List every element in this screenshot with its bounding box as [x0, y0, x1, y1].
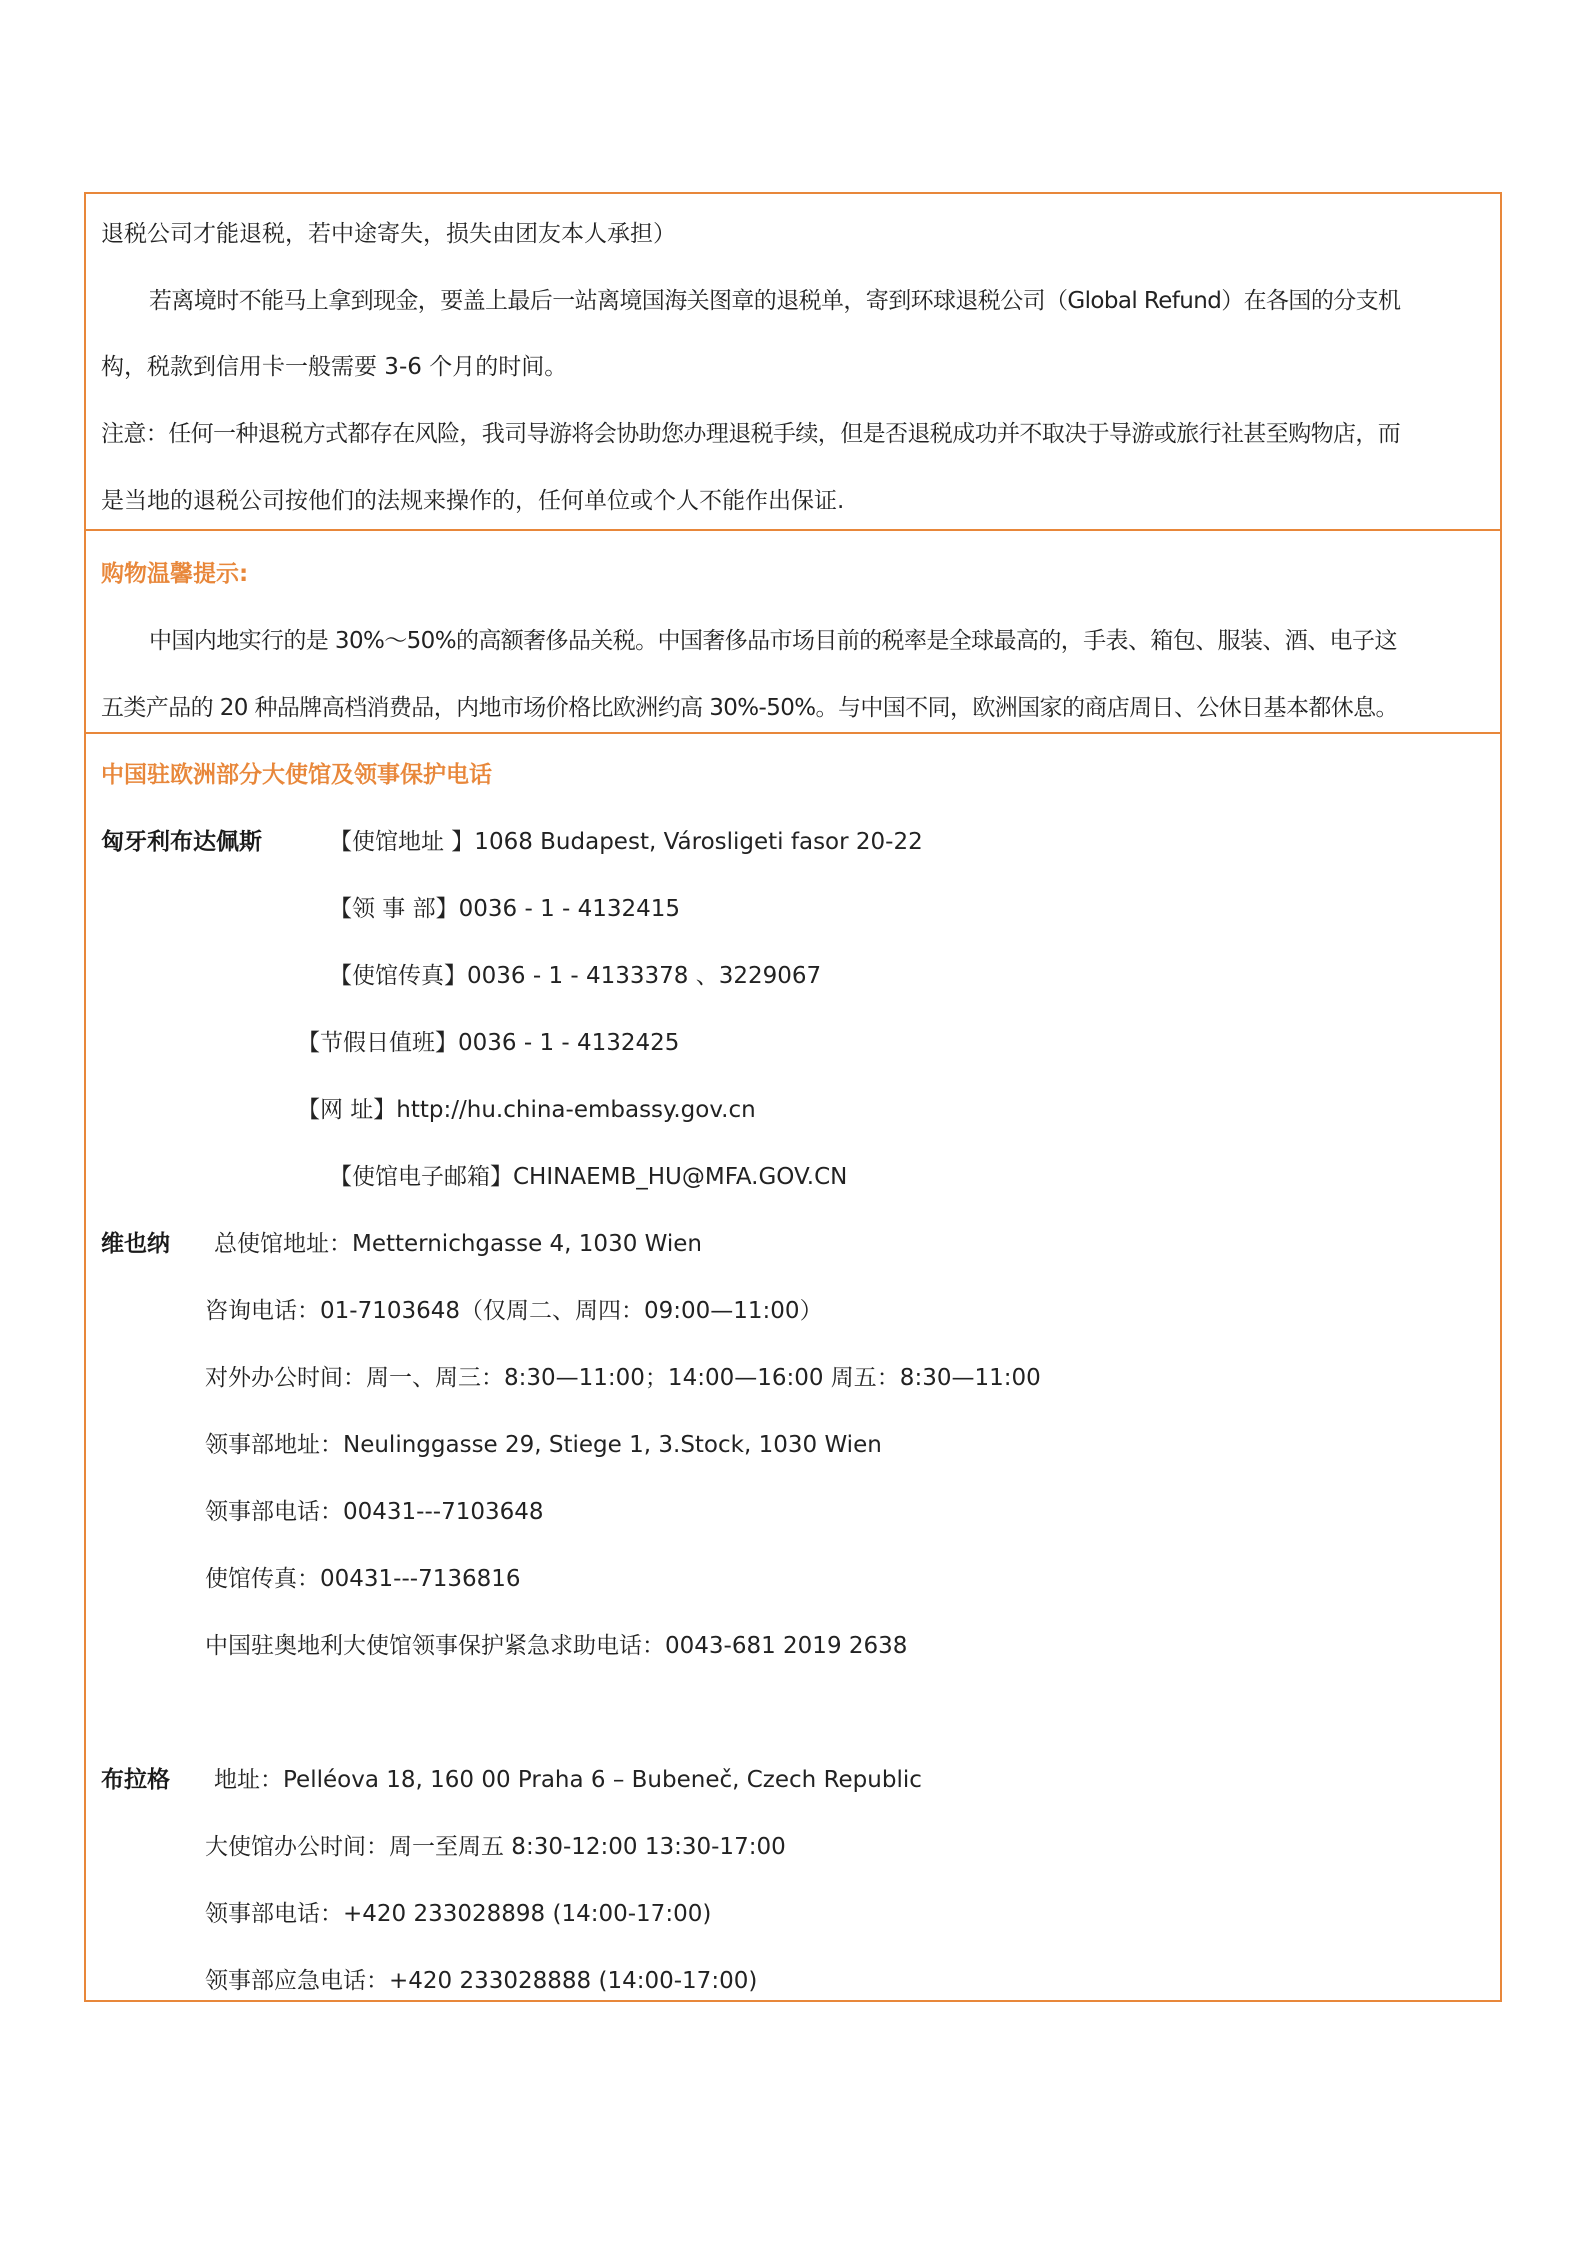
vienna-consular-phone: 领事部电话：00431---7103648 [205, 1499, 544, 1525]
vienna-office-hours: 对外办公时间：周一、周三：8:30—11:00；14:00—16:00 周五：8:30—11:00 [205, 1365, 1041, 1391]
refund-note-line-2: 是当地的退税公司按他们的法规来操作的，任何单位或个人不能作出保证. [101, 488, 845, 514]
refund-line-3: 构，税款到信用卡一般需要 3-6 个月的时间。 [101, 354, 568, 380]
vienna-inquiry-phone: 咨询电话：01-7103648（仅周二、周四：09:00—11:00） [205, 1298, 823, 1324]
section-divider-2 [86, 732, 1500, 734]
prague-consular-phone: 领事部电话：+420 233028898 (14:00-17:00) [205, 1901, 712, 1927]
refund-line-2: 若离境时不能马上拿到现金，要盖上最后一站离境国海关图章的退税单，寄到环球退税公司（Global Refund）在各国的分支机 [149, 288, 1401, 314]
budapest-fax: 【使馆传真】0036 - 1 - 4133378 、3229067 [329, 963, 822, 989]
prague-address: 地址：Pelléova 18, 160 00 Praha 6 – Bubeneč, Czech Republic [214, 1767, 922, 1793]
vienna-address: 总使馆地址：Metternichgasse 4, 1030 Wien [214, 1231, 702, 1257]
shopping-tips-line-2: 五类产品的 20 种品牌高档消费品，内地市场价格比欧洲约高 30%-50%。与中国不同，欧洲国家的商店周日、公休日基本都休息。 [101, 695, 1398, 721]
refund-line-1: 退税公司才能退税，若中途寄失，损失由团友本人承担） [101, 221, 676, 247]
budapest-address: 【使馆地址 】1068 Budapest, Városligeti fasor 20-22 [329, 829, 923, 855]
budapest-website: 【网 址】http://hu.china-embassy.gov.cn [297, 1097, 756, 1123]
shopping-tips-line-1: 中国内地实行的是 30%～50%的高额奢侈品关税。中国奢侈品市场目前的税率是全球最高的，手表、箱包、服装、酒、电子这 [149, 628, 1397, 654]
city-budapest: 匈牙利布达佩斯 [101, 829, 262, 855]
city-prague: 布拉格 [101, 1767, 170, 1793]
budapest-email: 【使馆电子邮箱】CHINAEMB_HU@MFA.GOV.CN [329, 1164, 848, 1190]
vienna-emergency-phone: 中国驻奥地利大使馆领事保护紧急求助电话：0043-681 2019 2638 [205, 1633, 908, 1659]
budapest-holiday-duty: 【节假日值班】0036 - 1 - 4132425 [297, 1030, 680, 1056]
shopping-tips-title: 购物温馨提示: [101, 561, 249, 587]
embassy-section-title: 中国驻欧洲部分大使馆及领事保护电话 [101, 762, 492, 788]
content-table [84, 192, 1502, 2002]
budapest-consular-phone: 【领 事 部】0036 - 1 - 4132415 [329, 896, 681, 922]
vienna-consular-address: 领事部地址：Neulinggasse 29, Stiege 1, 3.Stock, 1030 Wien [205, 1432, 882, 1458]
prague-office-hours: 大使馆办公时间：周一至周五 8:30-12:00 13:30-17:00 [205, 1834, 786, 1860]
prague-emergency-phone: 领事部应急电话：+420 233028888 (14:00-17:00) [205, 1968, 758, 1994]
vienna-fax: 使馆传真：00431---7136816 [205, 1566, 521, 1592]
city-vienna: 维也纳 [101, 1231, 170, 1257]
refund-note-line-1: 注意：任何一种退税方式都存在风险，我司导游将会协助您办理退税手续，但是否退税成功并不取决于导游或旅行社甚至购物店，而 [101, 421, 1401, 447]
section-divider-1 [86, 529, 1500, 531]
